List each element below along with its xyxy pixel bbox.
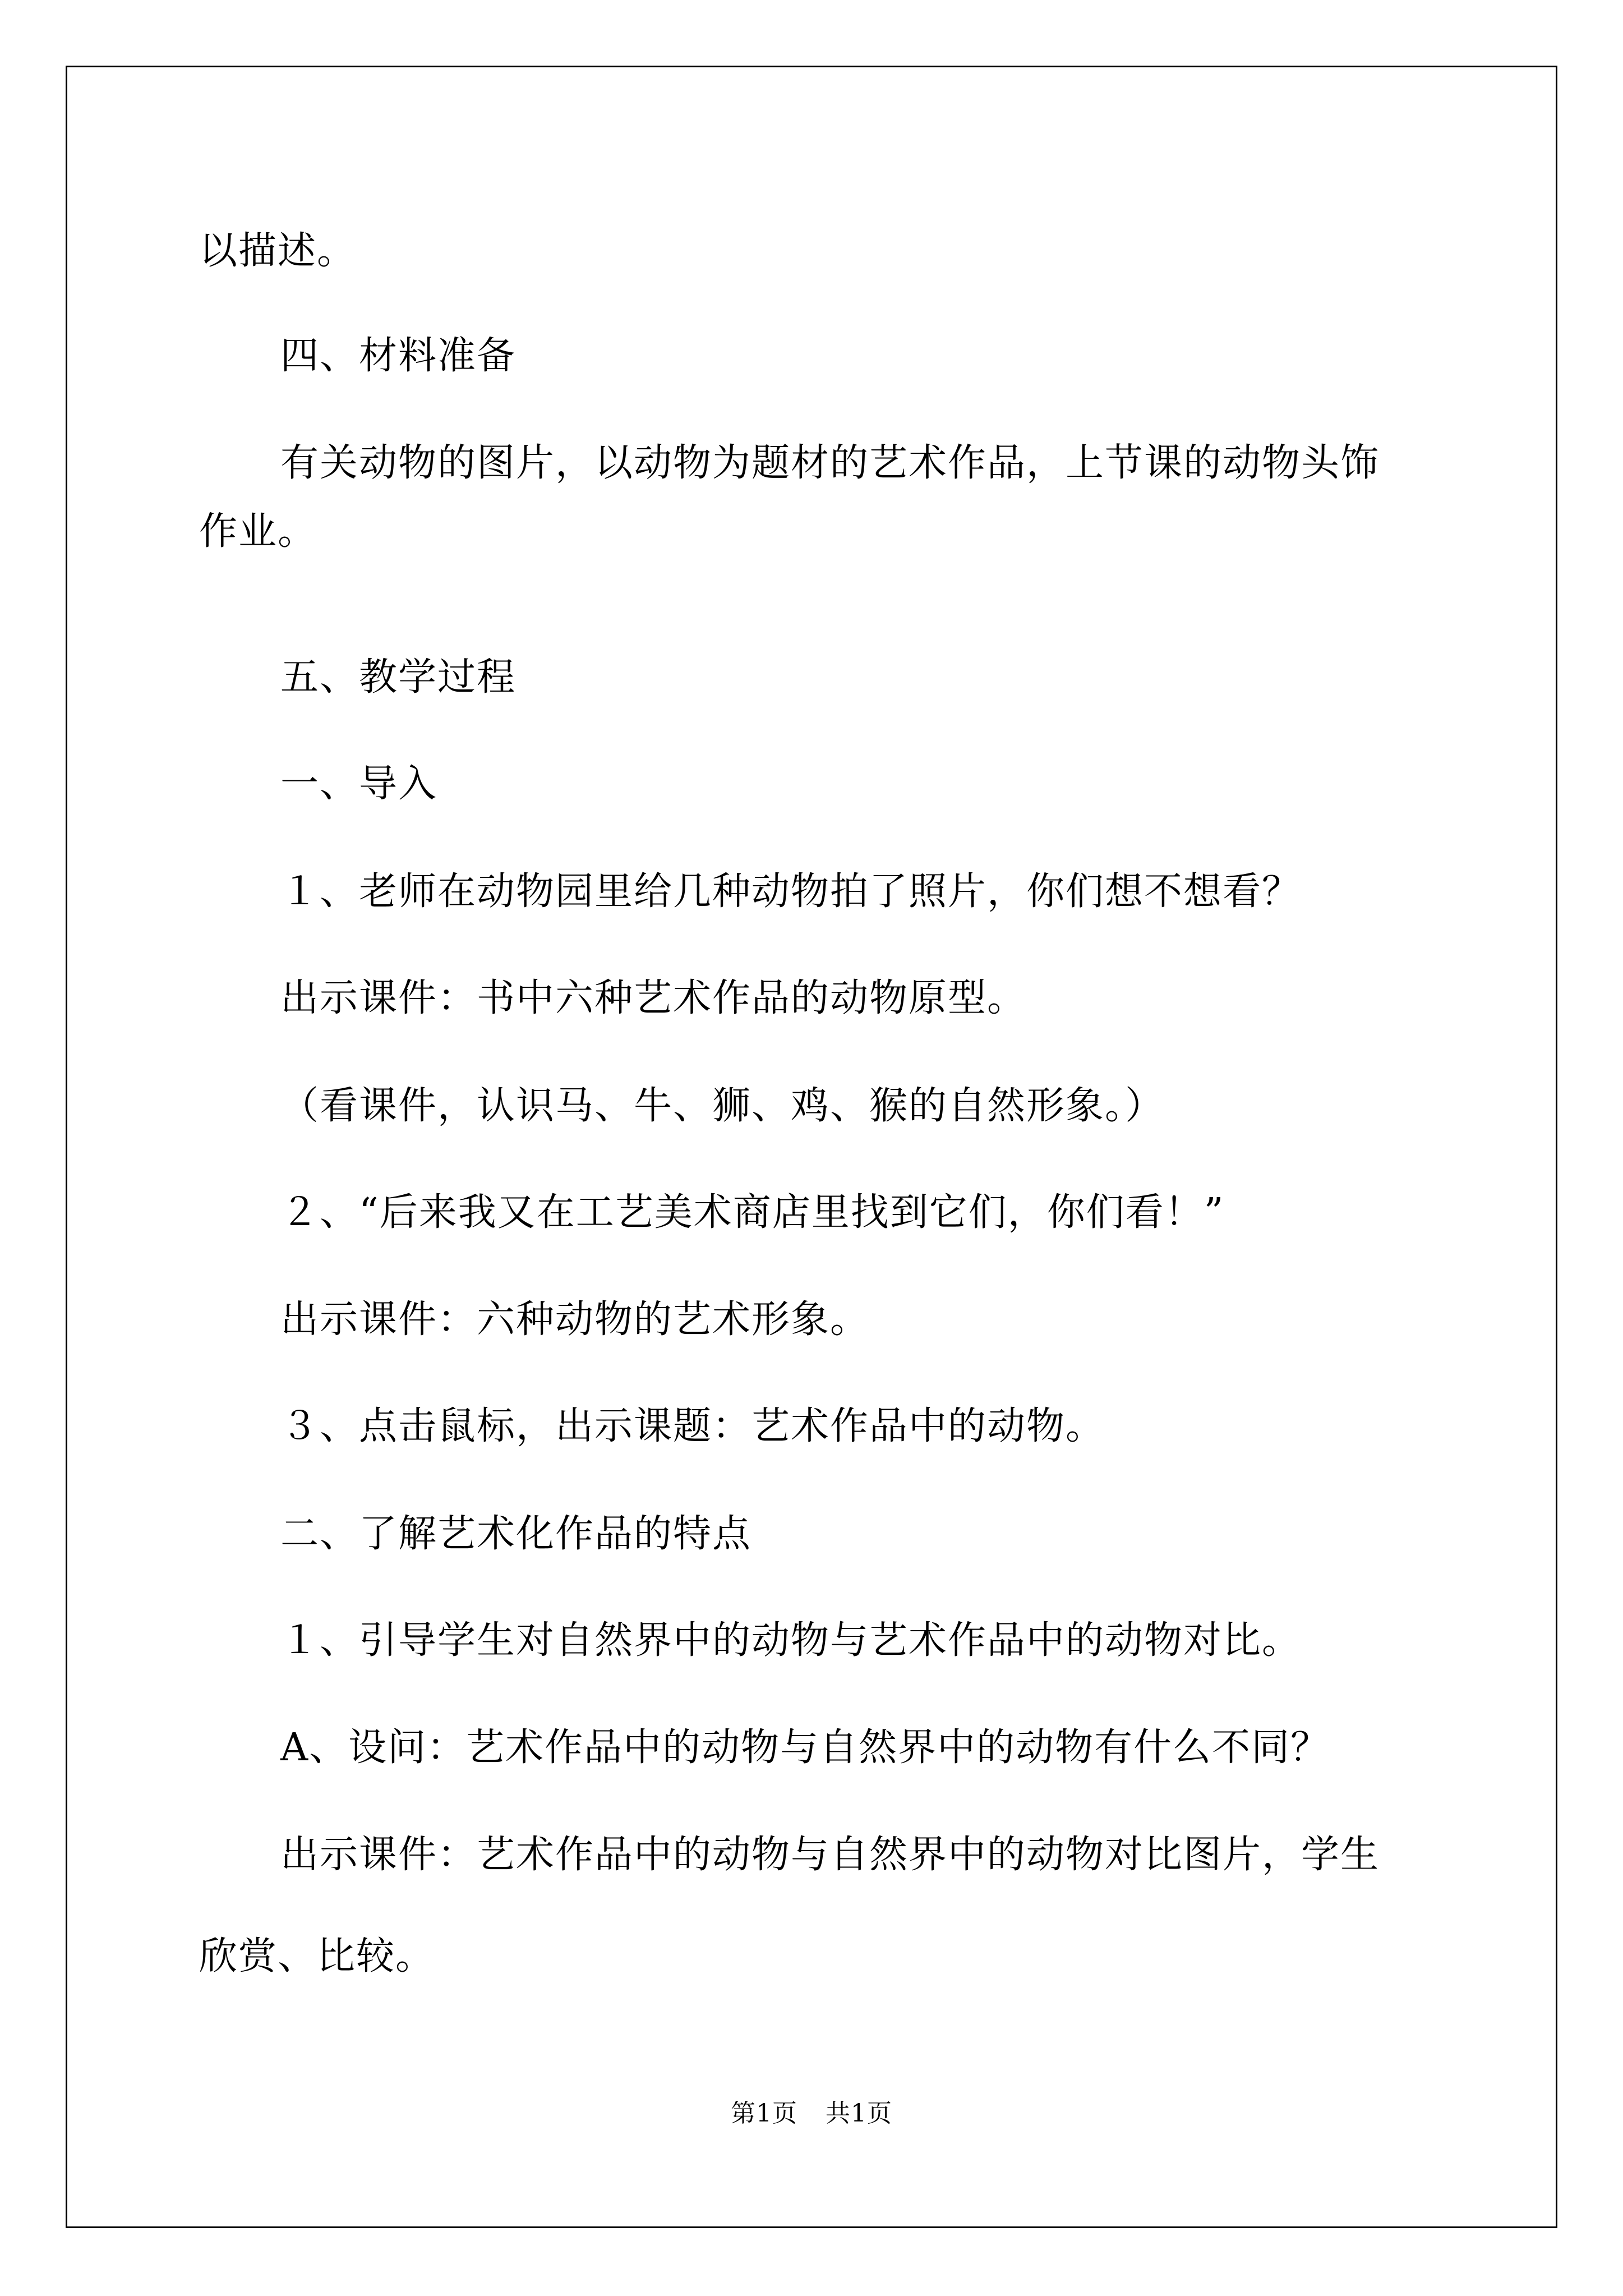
paragraph-line: ２、“后来我又在工艺美术商店里找到它们，你们看！” <box>280 1190 1225 1235</box>
page-number-total: 共1页 <box>826 2099 892 2128</box>
paragraph-line: （看课件，认识马、牛、狮、鸡、猴的自然形象。） <box>280 1084 1165 1128</box>
paragraph-line: ３、点击鼠标，出示课题：艺术作品中的动物。 <box>280 1404 1105 1448</box>
page-border <box>66 66 1557 2228</box>
paragraph-line: 出示课件：六种动物的艺术形象。 <box>280 1297 870 1342</box>
paragraph-line: 作业。 <box>199 509 317 554</box>
section-heading: 二、了解艺术化作品的特点 <box>280 1512 752 1556</box>
paragraph-line: 有关动物的图片，以动物为题材的艺术作品，上节课的动物头饰 <box>280 441 1380 485</box>
page-footer <box>0 2098 1623 2129</box>
paragraph-line: A、设问：艺术作品中的动物与自然界中的动物有什么不同？ <box>280 1726 1330 1770</box>
paragraph-line: 出示课件：艺术作品中的动物与自然界中的动物对比图片，学生 <box>280 1833 1380 1877</box>
paragraph-line: 出示课件：书中六种艺术作品的动物原型。 <box>280 976 1027 1020</box>
paragraph-line: 欣赏、比较。 <box>199 1934 435 1978</box>
paragraph-line: １、引导学生对自然界中的动物与艺术作品中的动物对比。 <box>280 1618 1302 1663</box>
paragraph-line: １、老师在动物园里给几种动物拍了照片，你们想不想看？ <box>280 869 1302 914</box>
section-heading: 一、导入 <box>280 762 438 806</box>
paragraph-line: 以描述。 <box>199 229 357 273</box>
section-heading: 五、教学过程 <box>280 655 517 700</box>
page-number-current: 第1页 <box>731 2099 797 2128</box>
section-heading: 四、材料准备 <box>280 334 517 378</box>
